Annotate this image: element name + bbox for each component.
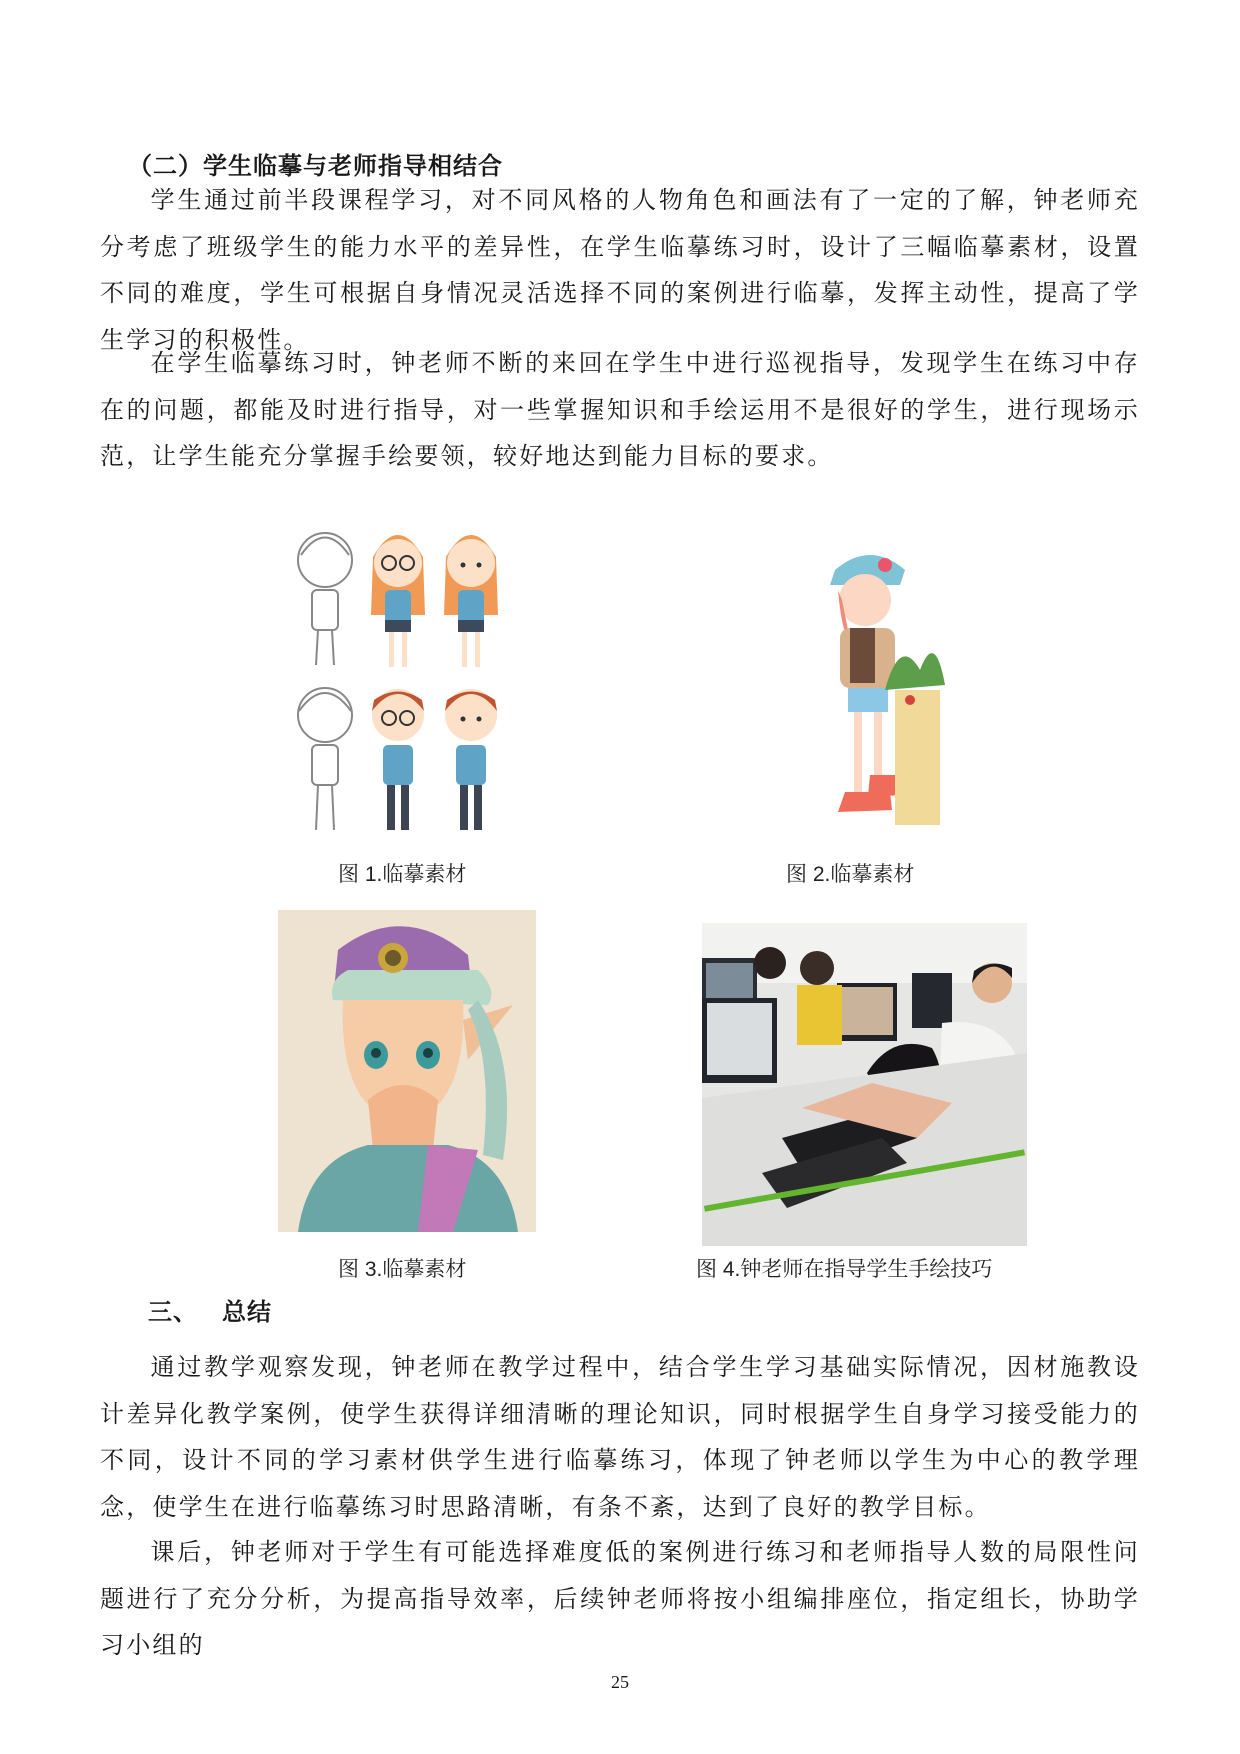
girl-lineart xyxy=(298,533,352,665)
paragraph-text: 学生通过前半段课程学习，对不同风格的人物角色和画法有了一定的了解，钟老师充分考虑了班级学生的能力水平的差异性，在学生临摹练习时，设计了三幅临摹素材，设置不同的难度，学生可根据自身情况灵活选择不同的案例进行临摹，发挥主动性，提高了学生学习的积极性。 xyxy=(100,186,1140,354)
summary-heading-title: 总结 xyxy=(222,1298,272,1326)
boy xyxy=(445,689,497,830)
paragraph xyxy=(100,1529,1140,1669)
boy-lineart xyxy=(298,688,352,830)
girl-glasses xyxy=(371,535,425,667)
paragraph xyxy=(100,177,1140,363)
paragraph-text: 课后，钟老师对于学生有可能选择难度低的案例进行练习和老师指导人数的局限性问题进行了充分分析，为提高指导效率，后续钟老师将按小组编排座位，指定组长，协助学习小组的 xyxy=(100,1538,1140,1659)
section-heading: （二）学生临摹与老师指导相结合 xyxy=(128,152,503,180)
figure-4-image xyxy=(702,923,1027,1246)
figure-3-image xyxy=(278,910,536,1232)
page-number: 25 xyxy=(611,1672,629,1692)
girl xyxy=(444,535,498,667)
figure-3-caption: 图 3.临摹素材 xyxy=(338,1258,467,1281)
figure-1-image xyxy=(285,515,525,840)
summary-heading-number: 三、 xyxy=(148,1298,198,1326)
figure-4-caption: 图 4.钟老师在指导学生手绘技巧 xyxy=(696,1258,993,1281)
figure-1-caption: 图 1.临摹素材 xyxy=(338,863,467,886)
paragraph xyxy=(100,1344,1140,1530)
figure-2-image xyxy=(780,540,950,840)
paragraph-text: 通过教学观察发现，钟老师在教学过程中，结合学生学习基础实际情况，因材施教设计差异化教学案例，使学生获得详细清晰的理论知识，同时根据学生自身学习接受能力的不同，设计不同的学习素材供学生进行临摹练习，体现了钟老师以学生为中心的教学理念，使学生在进行临摹练习时思路清晰，有条不紊，达到了良好的教学目标。 xyxy=(100,1353,1140,1521)
paragraph xyxy=(100,340,1140,480)
paragraph-text: 在学生临摹练习时，钟老师不断的来回在学生中进行巡视指导，发现学生在练习中存在的问题，都能及时进行指导，对一些掌握知识和手绘运用不是很好的学生，进行现场示范，让学生能充分掌握手绘要领，较好地达到能力目标的要求。 xyxy=(100,349,1140,470)
figure-2-caption: 图 2.临摹素材 xyxy=(786,863,915,886)
boy-glasses xyxy=(372,689,424,830)
